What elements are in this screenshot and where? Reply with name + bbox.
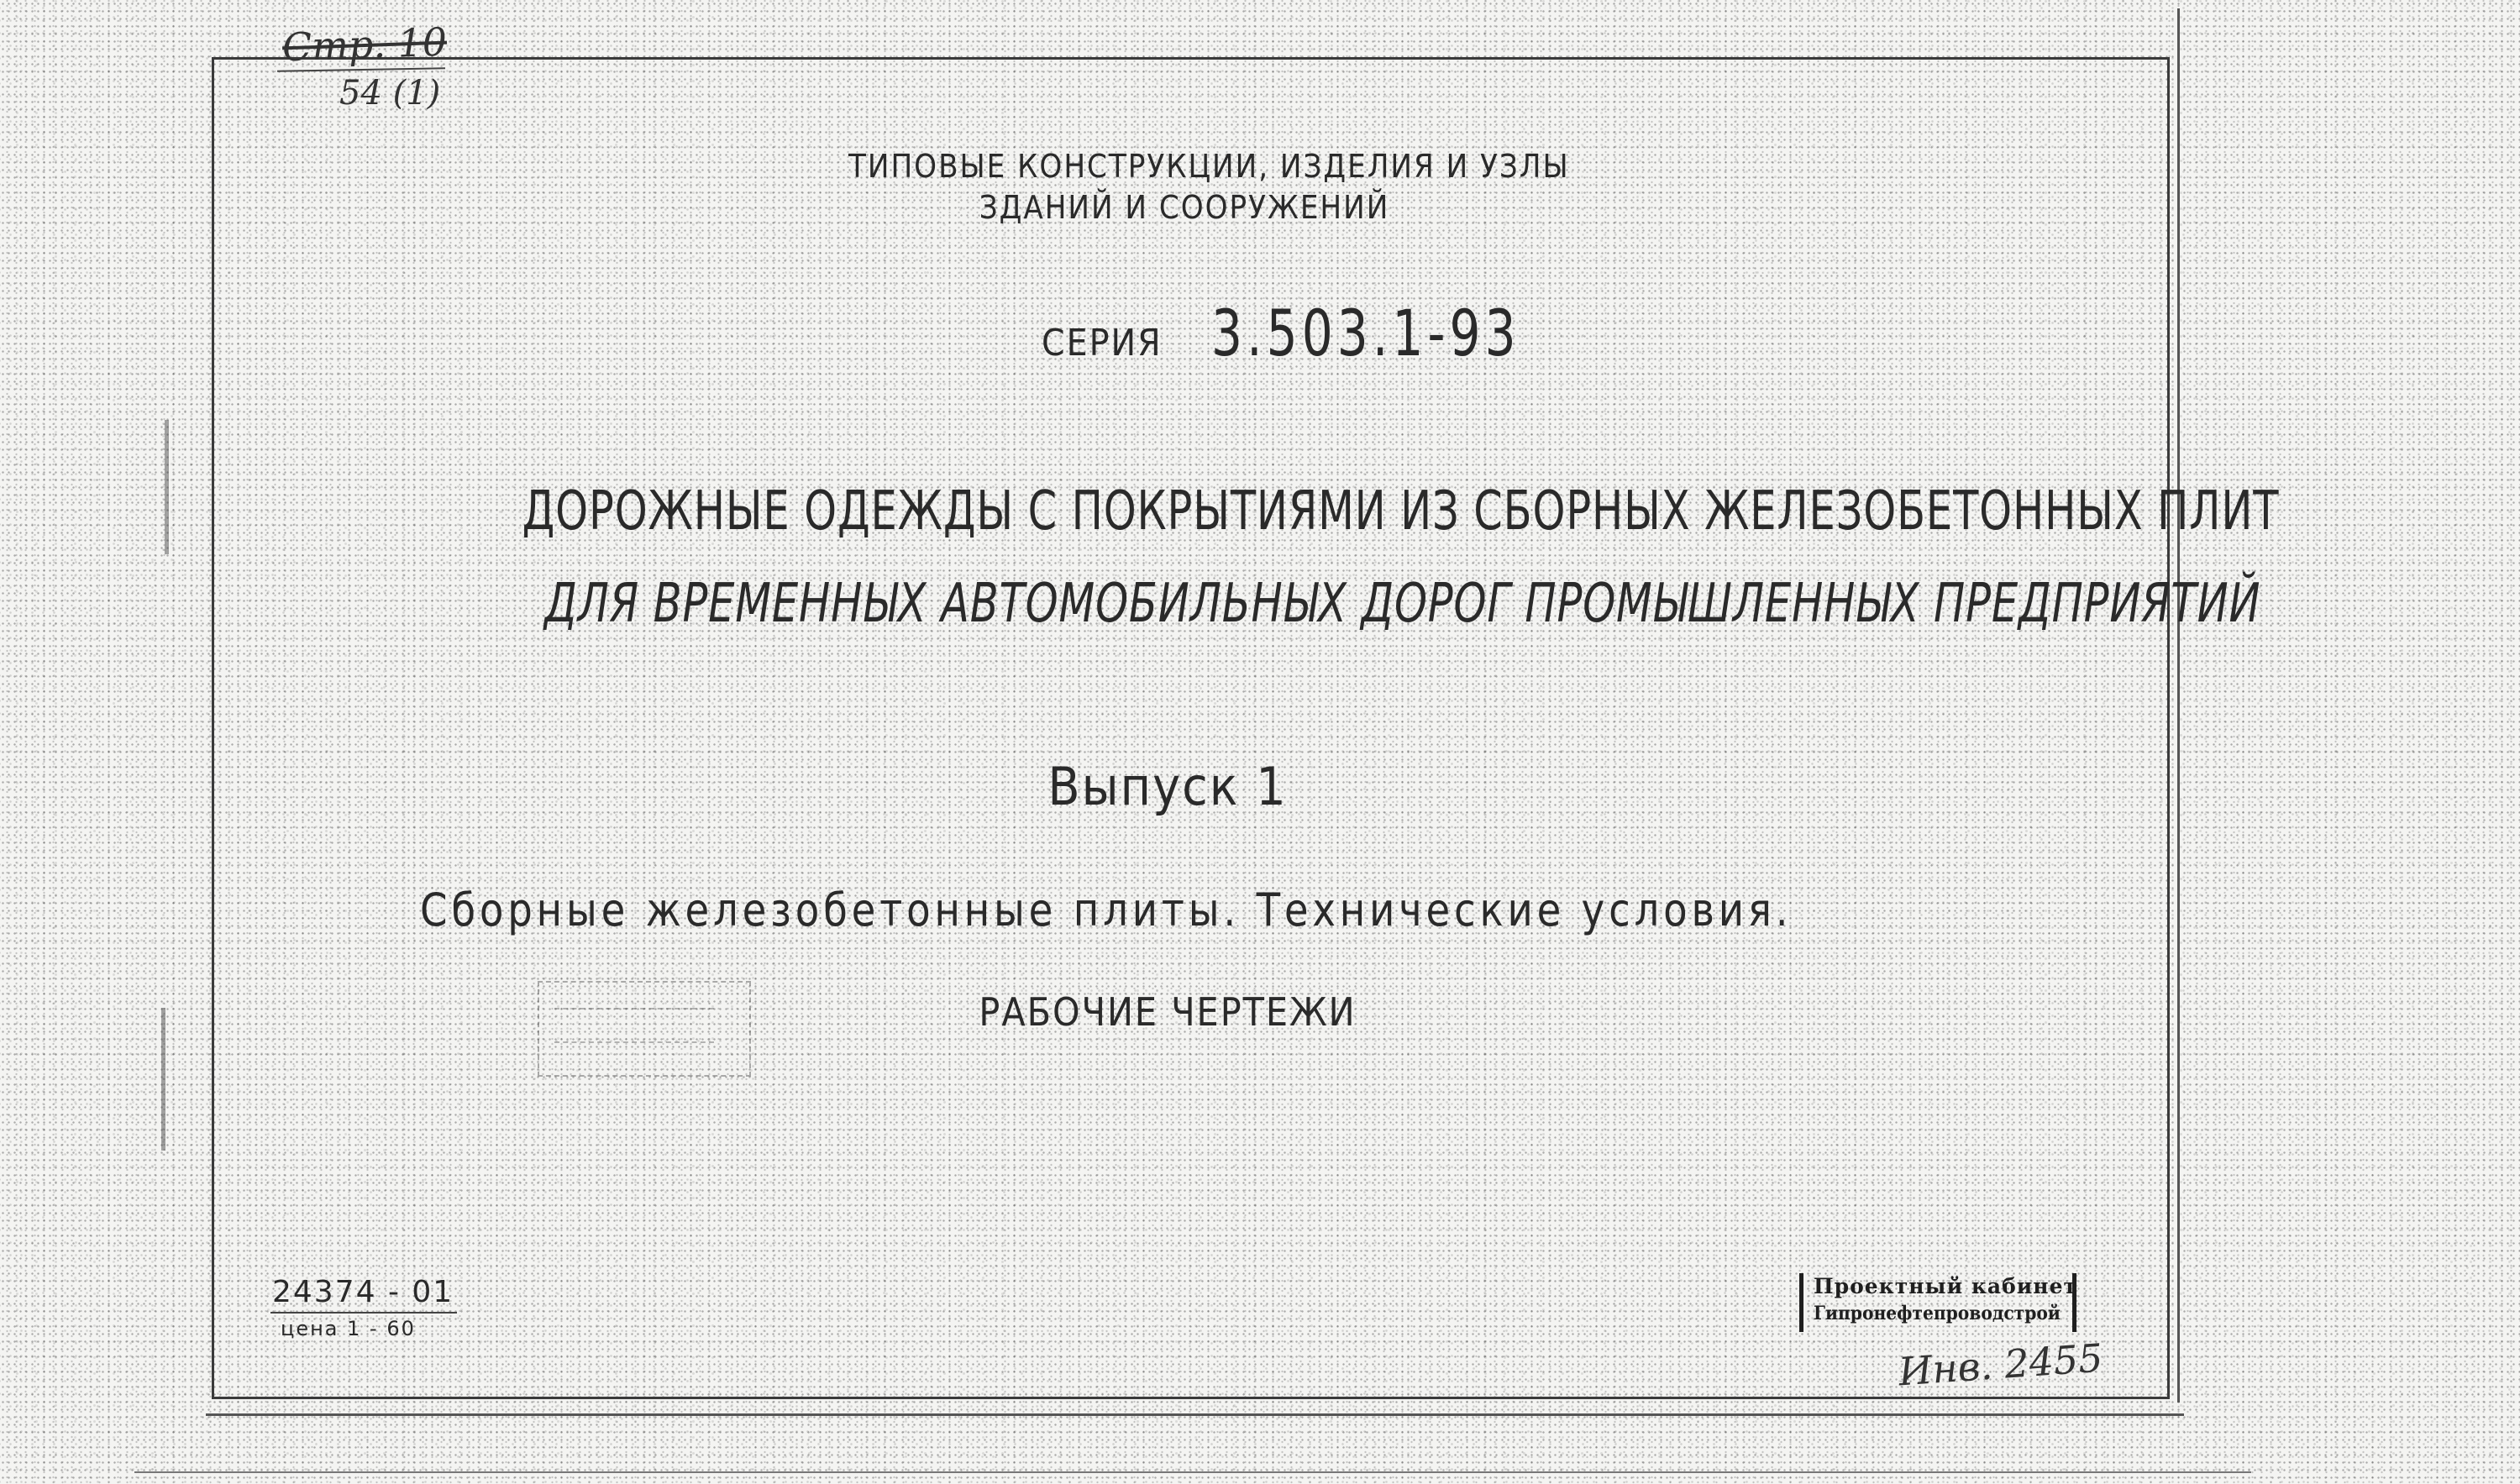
price-label: цена 1 - 60 [281,1317,416,1340]
binding-mark [161,1008,165,1151]
faded-stamp-line [554,1041,714,1043]
header-line-2: ЗДАНИЙ И СООРУЖЕНИЙ [979,189,1390,226]
title-frame [212,57,2280,1399]
faded-stamp [538,981,751,1077]
stamp-line-2: Гипронефтепроводстрой [1814,1303,2061,1324]
subtitle: Сборные железобетонные плиты. Технические условия. [420,884,1793,936]
series-code: 3.503.1-93 [1211,296,1520,370]
faded-stamp-line [554,1008,714,1009]
title-line-1: ДОРОЖНЫЕ ОДЕЖДЫ С ПОКРЫТИЯМИ ИЗ СБОРНЫХ ЖЕЛЕЗОБЕТОННЫХ ПЛИТ [522,480,2280,543]
title-line-2: ДЛЯ ВРЕМЕННЫХ АВТОМОБИЛЬНЫХ ДОРОГ ПРОМЫШЛЕННЫХ ПРЕДПРИЯТИЙ [544,573,2261,635]
header-line-1: ТИПОВЫЕ КОНСТРУКЦИИ, ИЗДЕЛИЯ И УЗЛЫ [848,148,1570,185]
binding-mark [165,420,169,554]
library-stamp [1799,1273,2076,1332]
outer-border-bottom [206,1413,2184,1416]
series-label: СЕРИЯ [1042,322,1163,364]
page-edge-line [134,1471,2251,1473]
issue-number: Выпуск 1 [1047,756,1288,817]
outer-border-right [2177,8,2180,1403]
handwritten-page-sub: 54 (1) [339,74,441,113]
handwritten-page-number: Стр. 10 [281,18,448,71]
handwritten-inventory-number: Инв. 2455 [1897,1335,2105,1395]
working-drawings-label: РАБОЧИЕ ЧЕРТЕЖИ [979,989,1357,1035]
document-code: 24374 - 01 [272,1275,454,1309]
series-block [1042,296,1520,371]
document-code-underline [270,1312,457,1314]
stamp-line-1: Проектный кабинет [1814,1274,2077,1298]
